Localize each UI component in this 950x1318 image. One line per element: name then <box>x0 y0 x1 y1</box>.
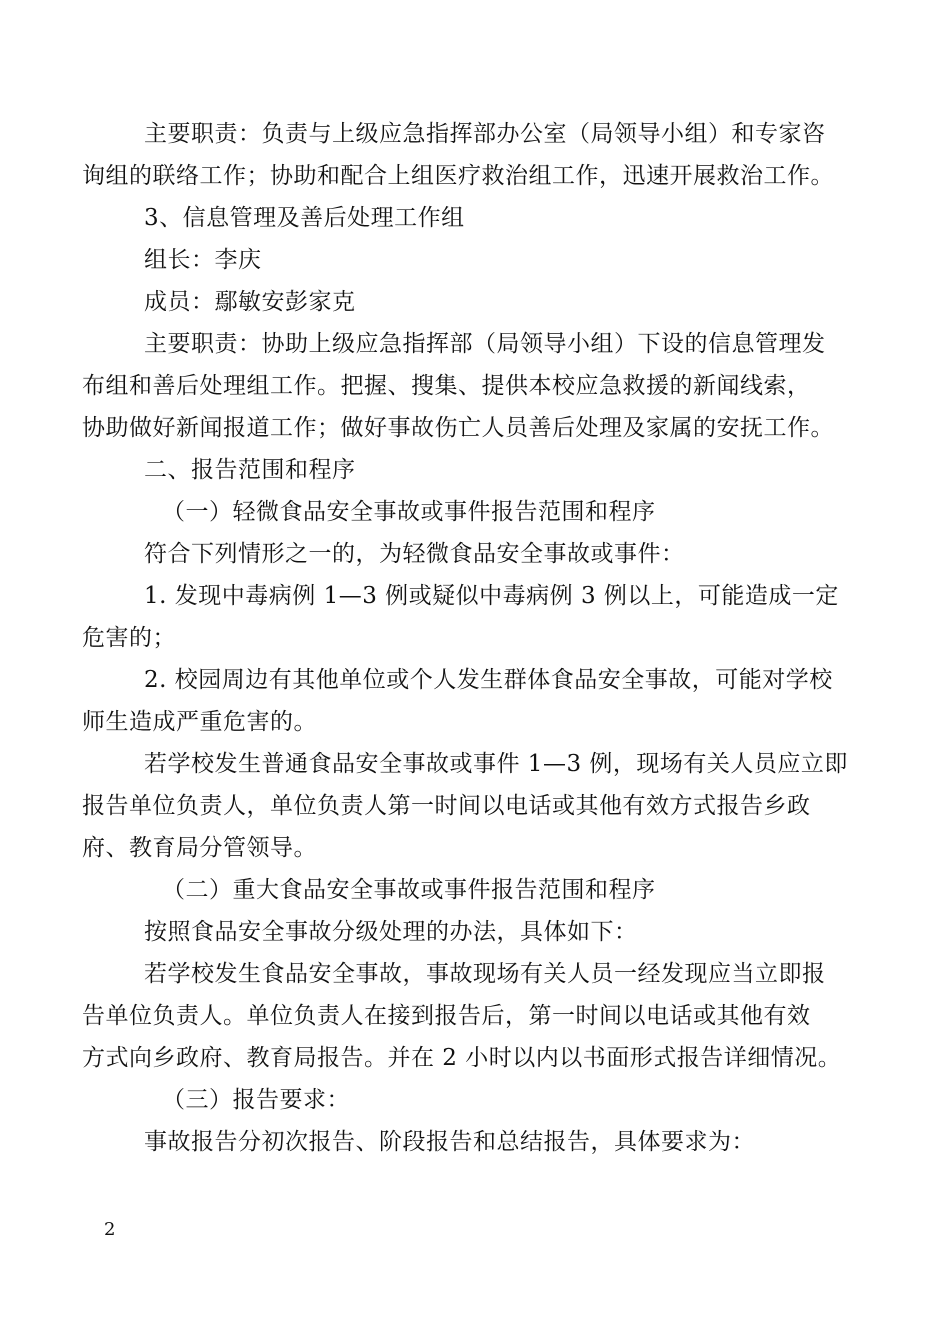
text-line: 府、教育局分管领导。 <box>82 835 317 861</box>
page-number: 2 <box>104 1219 116 1240</box>
subsection-heading: （二）重大食品安全事故或事件报告范围和程序 <box>162 877 656 903</box>
section-heading: 二、报告范围和程序 <box>144 457 356 483</box>
text-line: 师生造成严重危害的。 <box>82 709 317 735</box>
text-line: 主要职责：协助上级应急指挥部（局领导小组）下设的信息管理发 <box>144 331 826 357</box>
text-line: 报告单位负责人，单位负责人第一时间以电话或其他有效方式报告乡政 <box>82 793 811 819</box>
subsection-heading: （三）报告要求： <box>162 1087 350 1113</box>
text-line: 事故报告分初次报告、阶段报告和总结报告，具体要求为： <box>144 1129 755 1155</box>
text-line: 告单位负责人。单位负责人在接到报告后，第一时间以电话或其他有效 <box>82 1003 811 1029</box>
text-line: 1. 发现中毒病例 1—3 例或疑似中毒病例 3 例以上，可能造成一定 <box>144 583 839 609</box>
text-line: 组长：李庆 <box>144 247 262 273</box>
subsection-heading: （一）轻微食品安全事故或事件报告范围和程序 <box>162 499 656 525</box>
section-heading: 3、信息管理及善后处理工作组 <box>144 205 465 231</box>
text-line: 方式向乡政府、教育局报告。并在 2 小时以内以书面形式报告详细情况。 <box>82 1045 842 1071</box>
text-line: 2. 校园周边有其他单位或个人发生群体食品安全事故，可能对学校 <box>144 667 833 693</box>
text-line: 符合下列情形之一的，为轻微食品安全事故或事件： <box>144 541 685 567</box>
text-line: 协助做好新闻报道工作；做好事故伤亡人员善后处理及家属的安抚工作。 <box>82 415 834 441</box>
text-line: 危害的； <box>82 625 176 651</box>
text-line: 若学校发生普通食品安全事故或事件 1—3 例，现场有关人员应立即 <box>144 751 848 777</box>
text-line: 布组和善后处理组工作。把握、搜集、提供本校应急救援的新闻线索， <box>82 373 811 399</box>
text-line: 按照食品安全事故分级处理的办法，具体如下： <box>144 919 638 945</box>
text-line: 询组的联络工作；协助和配合上组医疗救治组工作，迅速开展救治工作。 <box>82 163 834 189</box>
text-line: 若学校发生食品安全事故，事故现场有关人员一经发现应当立即报 <box>144 961 826 987</box>
text-line: 成员：鄢敏安彭家克 <box>144 289 356 315</box>
text-line: 主要职责：负责与上级应急指挥部办公室（局领导小组）和专家咨 <box>144 121 826 147</box>
